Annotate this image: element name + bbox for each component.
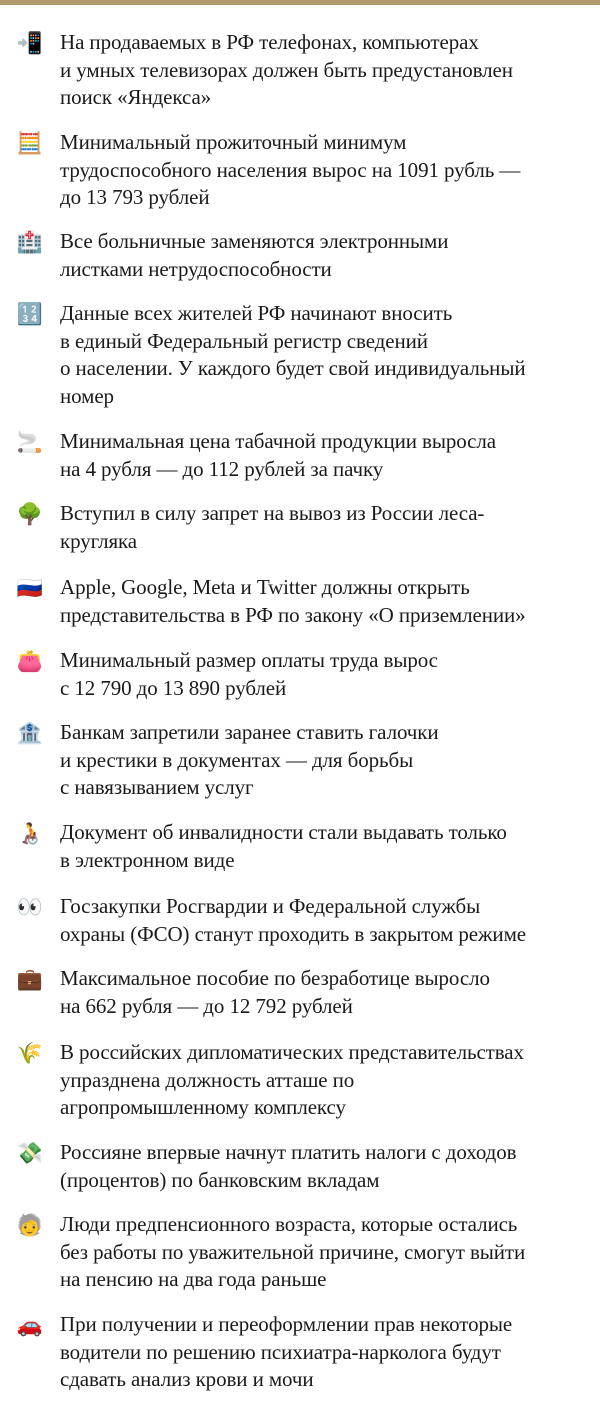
- purse-icon: 👛: [16, 649, 44, 673]
- deciduous-tree-icon: 🌳: [16, 502, 44, 526]
- item-text: Все больничные заменяются электронными листками нетрудоспособности: [60, 229, 449, 281]
- item-text: Apple, Google, Meta и Twitter должны открыть представительства в РФ по закону «О приземлении»: [60, 575, 526, 627]
- person-wheelchair-icon: 🧑‍🦽: [16, 821, 44, 845]
- item-text: На продаваемых в РФ телефонах, компьютерах и умных телевизорах должен быть предустановлен поиск «Яндекса»: [60, 30, 513, 109]
- bank-icon: 🏦: [16, 721, 44, 745]
- item-text: При получении и переоформлении прав некоторые водители по решению психиатра-нарколога будут сдавать анализ крови и мочи: [60, 1312, 513, 1391]
- cigarette-icon: 🚬: [16, 430, 44, 454]
- item-text: Госзакупки Росгвардии и Федеральной службы охраны (ФСО) станут проходить в закрытом режиме: [60, 894, 526, 946]
- item-text: Банкам запретили заранее ставить галочки и крестики в документах — для борьбы с навязыванием услуг: [60, 720, 439, 799]
- mobile-phone-arrow-icon: 📲: [16, 31, 44, 55]
- item-text: Вступил в силу запрет на вывоз из России леса- кругляка: [60, 501, 485, 553]
- automobile-icon: 🚗: [16, 1313, 44, 1337]
- russian-flag-icon: 🇷🇺: [16, 576, 44, 600]
- item-text: Россияне впервые начнут платить налоги с доходов (процентов) по банковским вкладам: [60, 1140, 517, 1192]
- hospital-icon: 🏥: [16, 230, 44, 254]
- item-text: Данные всех жителей РФ начинают вносить в единый Федеральный регистр сведений о населении. У каждого будет свой индивидуальный номер: [60, 301, 526, 408]
- item-text: Минимальный прожиточный минимум трудоспособного населения вырос на 1091 рубль — до 13 793 рублей: [60, 130, 521, 209]
- briefcase-icon: 💼: [16, 967, 44, 991]
- item-text: Минимальная цена табачной продукции выросла на 4 рубля — до 112 рублей за пачку: [60, 429, 496, 481]
- money-with-wings-icon: 💸: [16, 1141, 44, 1165]
- item-text: Люди предпенсионного возраста, которые остались без работы по уважительной причине, смогут выйти на пенсию на два года раньше: [60, 1212, 526, 1291]
- top-accent-bar: [0, 0, 600, 5]
- sheaf-of-rice-icon: 🌾: [16, 1041, 44, 1065]
- item-text: Минимальный размер оплаты труда вырос с 12 790 до 13 890 рублей: [60, 648, 438, 700]
- eyes-icon: 👀: [16, 895, 44, 919]
- item-text: Документ об инвалидности стали выдавать только в электронном виде: [60, 820, 507, 872]
- abacus-icon: 🧮: [16, 131, 44, 155]
- item-text: Максимальное пособие по безработице выросло на 662 рубля — до 12 792 рублей: [60, 966, 490, 1018]
- item-text: В российских дипломатических представительствах упразднена должность атташе по агропромышленному комплексу: [60, 1040, 524, 1119]
- older-person-icon: 🧓: [16, 1213, 44, 1237]
- input-numbers-icon: 🔢: [16, 302, 44, 326]
